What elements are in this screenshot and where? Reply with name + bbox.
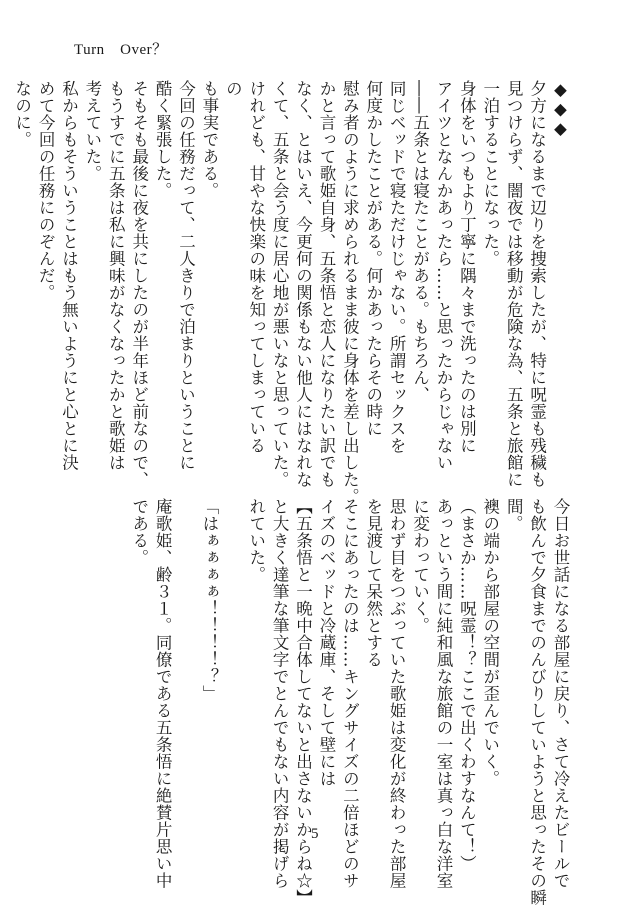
text-line: れていた。 — [246, 498, 266, 583]
text-line: 慰み者のように求められるまま彼に身体を差し出した。 — [340, 80, 360, 505]
text-line: ◆◆◆ — [551, 80, 570, 139]
text-line: 「はぁぁぁぁ！！！！？」 — [199, 498, 219, 702]
text-line: なのに。 — [12, 80, 32, 148]
text-line: そもそも最後に夜を共にしたのが半年ほど前なので、 — [129, 80, 149, 488]
text-line: である。 — [129, 498, 149, 566]
page-number: 5 — [311, 826, 319, 842]
text-line: を見渡して呆然とする — [363, 498, 383, 668]
text-line: 酷く緊張した。 — [153, 80, 173, 199]
text-line: アイツとなんかあったら……と思ったからじゃない — [433, 80, 453, 471]
text-line: なく、とはいえ、今更何の関係もない他人にはなれな — [293, 80, 313, 488]
text-line: の — [223, 80, 243, 97]
text-line: も飲んで夕食までのんびりしていようと思ったその瞬 — [527, 498, 547, 906]
text-line: 同じベッドで寝ただけじゃない。所謂セックスを — [387, 80, 407, 454]
text-line: も事実である。 — [199, 80, 219, 199]
lower-text-block — [127, 498, 572, 906]
text-line: ――五条とは寝たことがある。もちろん、 — [410, 80, 430, 403]
text-line: 何度かしたことがある。何かあったらその時に — [363, 80, 383, 437]
text-line: くて、五条と会う度に居心地が悪いなと思っていた。 — [270, 80, 290, 488]
text-line: 今回の任務だって、二人きりで泊まりということに — [176, 80, 196, 471]
text-line: イズのベッドと冷蔵庫、そして壁には — [316, 498, 336, 787]
text-line: 思わず目をつぶっていた歌姫は変化が終わった部屋 — [387, 498, 407, 889]
text-line: そこにあったのは……キングサイズの二倍ほどのサ — [340, 498, 360, 889]
text-line: 考えていた。 — [82, 80, 102, 182]
running-header: Turn Over？ — [74, 42, 168, 58]
text-line: 間。 — [504, 498, 524, 532]
text-line: かと言って歌姫自身、五条悟と恋人になりたい訳でも — [316, 80, 336, 488]
text-line: 一泊することになった。 — [480, 80, 500, 267]
text-line: 襖の端から部屋の空間が歪んでいく。 — [480, 498, 500, 787]
text-line — [174, 498, 197, 816]
text-line: に変わっていく。 — [410, 498, 430, 634]
text-line: もうすでに五条は私に興味がなくなったかと歌姫は — [106, 80, 126, 471]
text-line: 見つけらず、闇夜では移動が危険な為、五条と旅館に — [504, 80, 524, 488]
text-line: 今日お世話になる部屋に戻り、さて冷えたビールで — [551, 498, 570, 889]
text-line: めて今回の任務にのぞんだ。 — [36, 80, 56, 301]
text-line: 私からもそういうことはもう無いようにと心とに決 — [59, 80, 79, 471]
text-line: 庵歌姫、齢３１。同僚である五条悟に絶賛片思い中 — [153, 498, 173, 889]
upper-text-block — [10, 80, 572, 505]
text-line: 身体をいつもより丁寧に隅々まで洗ったのは別に — [457, 80, 477, 454]
text-line — [221, 498, 244, 816]
text-line: けれども、甘やな快楽の味を知ってしまっている — [246, 80, 266, 454]
text-line: と大きく達筆な筆文字でとんでもない内容が掲げら — [270, 498, 290, 889]
text-line: 夕方になるまで辺りを捜索したが、特に呪霊も残穢も — [527, 80, 547, 488]
text-line: あっという間に純和風な旅館の一室は真っ白な洋室 — [433, 498, 453, 889]
text-line: （まさか……呪霊！？ここで出くわすなんて！） — [457, 498, 477, 872]
text-line: 【五条悟と一晩中合体してないと出さないからね☆】 — [293, 498, 313, 906]
